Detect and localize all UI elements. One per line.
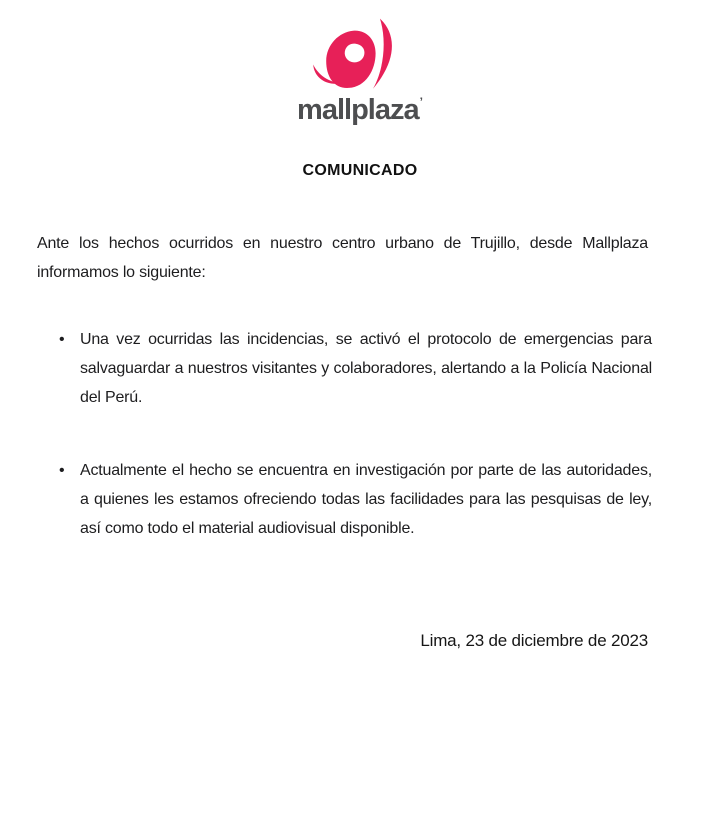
list-item [80, 456, 652, 543]
bullet-text: Actualmente el hecho se encuentra en investigación por parte de las autoridades, a quienes les estamos ofreciendo todas las facilidades para las pesquisas de ley, así como todo el material audiovisual disponible. [80, 462, 652, 537]
document-header [0, 16, 720, 125]
mallplaza-logo-icon [308, 16, 412, 94]
wordmark-text: mallplaza [297, 94, 419, 126]
page-title: COMUNICADO [302, 162, 418, 179]
intro-paragraph: Ante los hechos ocurridos en nuestro centro urbano de Trujillo, desde Mallplaza informamos lo siguiente: [37, 235, 648, 281]
mallplaza-wordmark [0, 96, 720, 125]
list-item [80, 325, 652, 412]
dateline: Lima, 23 de diciembre de 2023 [420, 631, 648, 650]
bullet-list [0, 325, 720, 543]
trademark-tick-icon: ’ [419, 95, 423, 109]
bullet-text: Una vez ocurridas las incidencias, se activó el protocolo de emergencias para salvaguardar a nuestros visitantes y colaboradores, alertando a la Policía Nacional del Perú. [80, 331, 652, 406]
